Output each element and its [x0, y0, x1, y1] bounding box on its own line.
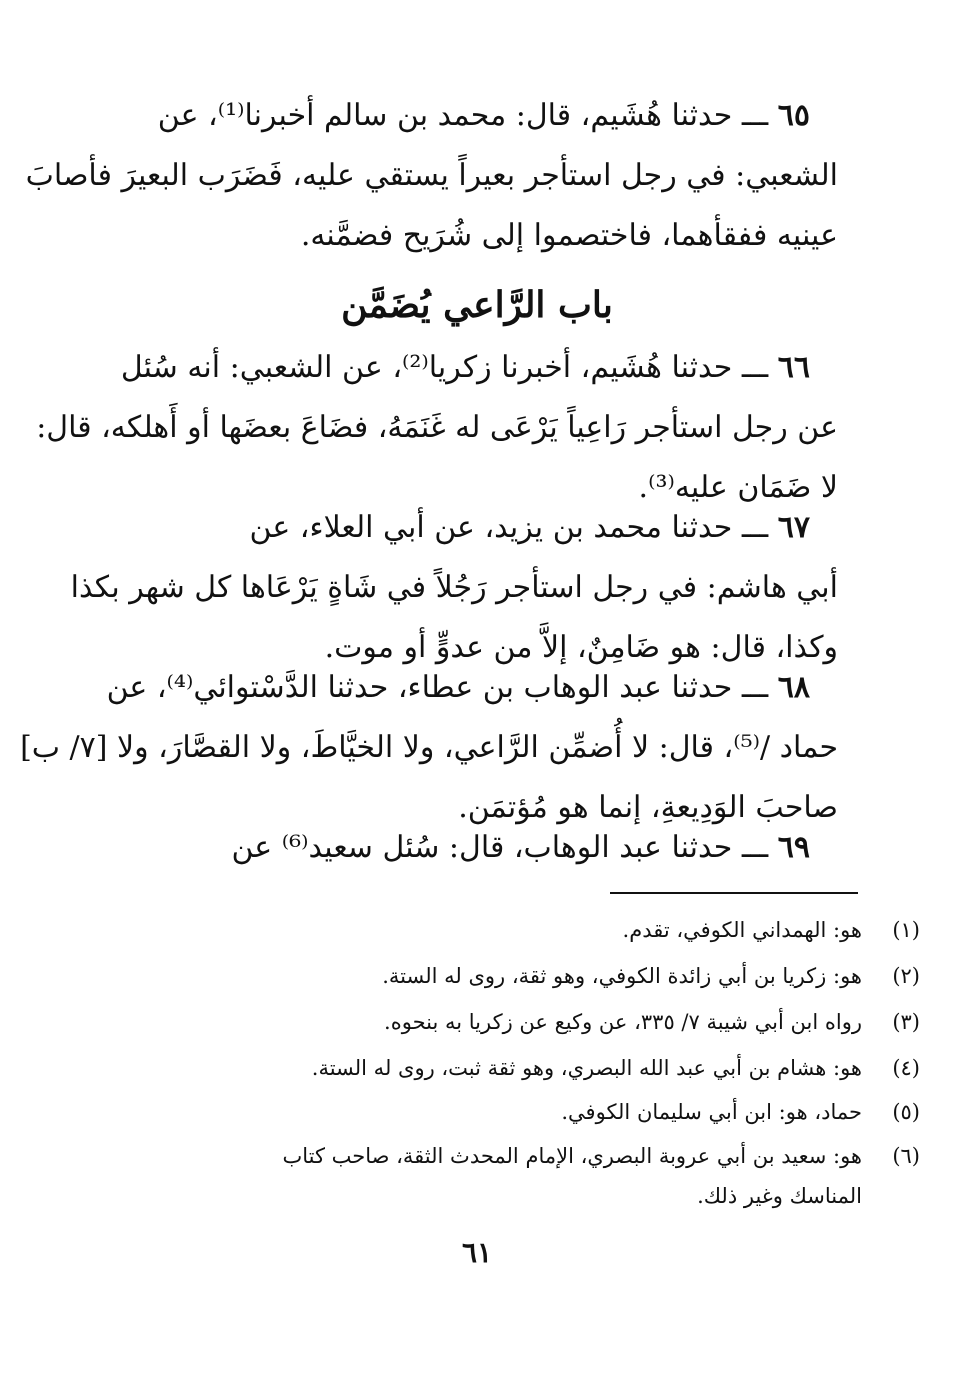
paragraph-line: عن رجل استأجر رَاعِياً يَرْعَى له غَنَمَهُ، فضَاعَ بعضَها أو أَهلكه، قال: — [36, 410, 838, 445]
footnote-4 — [142, 1048, 920, 1088]
paragraph-line: ٦٧ ـــ حدثنا محمد بن يزيد، عن أبي العلاء، عن — [249, 510, 810, 545]
paragraph-line: وكذا، قال: هو ضَامِنٌ، إلاَّ من عدوٍّ أو موت. — [324, 630, 838, 665]
footnote-text: المناسك وغير ذلك. — [697, 1184, 862, 1208]
paragraph-line: صاحبَ الوَدِيعةِ، إنما هو مُؤتمَن. — [458, 790, 838, 825]
footnote-3 — [142, 1002, 920, 1042]
footnote-2 — [142, 956, 920, 996]
paragraph-line: ٦٥ ـــ حدثنا هُشَيم، قال: محمد بن سالم أخبرنا⁽¹⁾، عن — [157, 98, 810, 133]
footnote-text: هو: هشام بن أبي عبد الله البصري، وهو ثقة ثبت، روى له الستة. — [311, 1056, 862, 1080]
hadith-number: ٦٦ — [777, 350, 810, 385]
footnote-number: (٥) — [892, 1100, 920, 1124]
hadith-number: ٦٧ — [777, 510, 810, 545]
paragraph-69 — [116, 818, 838, 878]
footnote-number: (٦) — [892, 1144, 920, 1168]
hadith-number: ٦٩ — [777, 830, 810, 865]
paragraph-line: الشعبي: في رجل استأجر بعيراً يستقي عليه، فَضَرَب البعيرَ فأصابَ — [25, 158, 838, 193]
paragraph-line: ٦٨ ـــ حدثنا عبد الوهاب بن عطاء، حدثنا الدَّسْتوائي⁽⁴⁾، عن — [106, 670, 810, 705]
footnote-text: حماد، هو: ابن أبي سليمان الكوفي. — [561, 1100, 862, 1124]
paragraph-line: أبي هاشم: في رجل استأجر رَجُلاً في شَاةٍ يَرْعَاها كل شهر بكذا — [70, 570, 838, 605]
footnote-6 — [142, 1136, 920, 1216]
paragraph-66 — [36, 338, 838, 518]
paragraph-68 — [20, 658, 854, 838]
footnote-text: هو: زكريا بن أبي زائدة الكوفي، وهو ثقة، روى له الستة. — [382, 964, 862, 988]
footnote-number: (٣) — [892, 1010, 920, 1034]
hadith-number: ٦٥ — [777, 98, 810, 133]
paragraph-65 — [25, 86, 838, 266]
paragraph-line: ٦٦ ـــ حدثنا هُشَيم، أخبرنا زكريا⁽²⁾، عن الشعبي: أنه سُئل — [120, 350, 810, 385]
footnote-number: (١) — [892, 918, 920, 942]
footnote-text: هو: سعيد بن أبي عروبة البصري، الإمام المحدث الثقة، صاحب كتاب — [282, 1144, 862, 1168]
section-heading: باب الرَّاعي يُضَمَّن — [341, 284, 613, 326]
paragraph-line: ٦٩ ـــ حدثنا عبد الوهاب، قال: سُئل سعيد⁽⁶⁾ عن — [231, 830, 810, 865]
footnote-separator — [610, 892, 858, 894]
paragraph-line: عينيه ففقأهما، فاختصموا إلى شُرَيح فضمَّنه. — [300, 218, 838, 253]
footnote-number: (٤) — [892, 1056, 920, 1080]
page-number: ٦١ — [461, 1236, 493, 1269]
hadith-number: ٦٨ — [777, 670, 810, 705]
footnote-number: (٢) — [892, 964, 920, 988]
footnote-5 — [142, 1092, 920, 1132]
paragraph-line: لا ضَمَان عليه⁽³⁾. — [638, 470, 838, 505]
footnote-1 — [142, 910, 920, 950]
footnote-text: هو: الهمداني الكوفي، تقدم. — [622, 918, 862, 942]
paragraph-line: حماد /⁽⁵⁾، قال: لا أُضمِّن الرَّاعي، ولا الخيَّاطَ، ولا القصَّارَ، ولا [٧/ ب] — [20, 730, 838, 765]
paragraph-67 — [70, 498, 838, 678]
footnote-text: رواه ابن أبي شيبة ٧/ ٣٣٥، عن وكيع عن زكريا به بنحوه. — [384, 1010, 862, 1034]
